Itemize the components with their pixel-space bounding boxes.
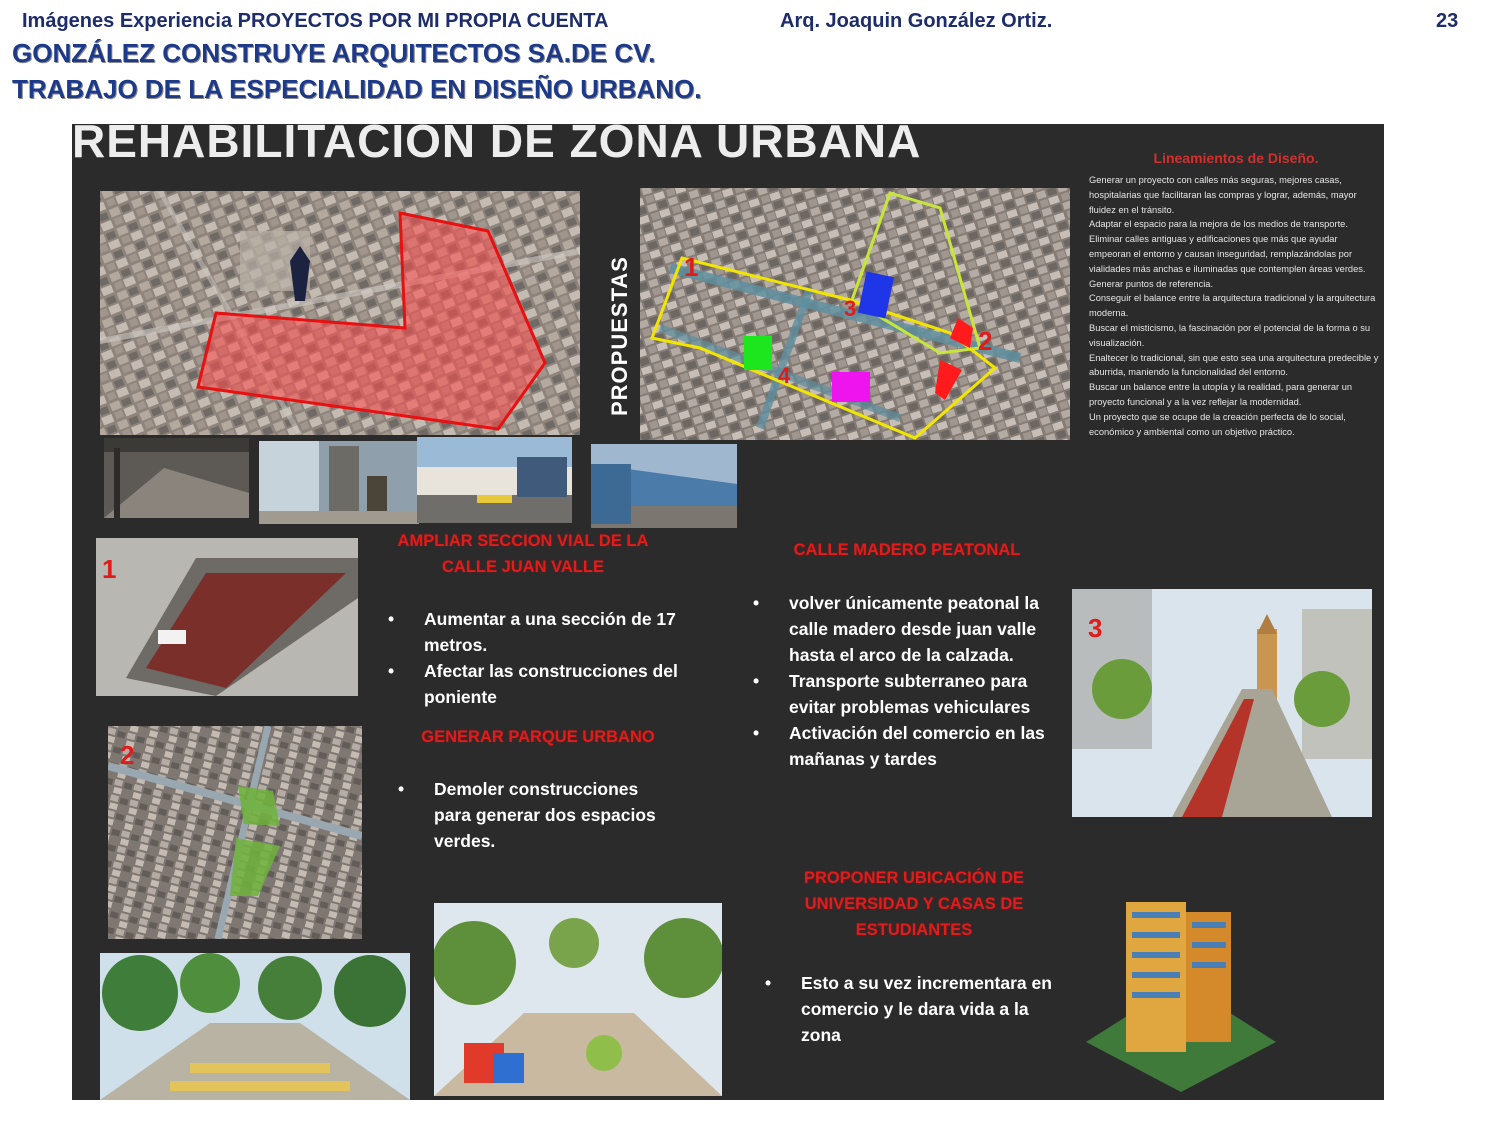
company-subtitle: TRABAJO DE LA ESPECIALIDAD EN DISEÑO URBANO. bbox=[12, 74, 702, 104]
lineamiento-item: Generar puntos de referencia. bbox=[1089, 278, 1214, 289]
company-name: GONZÁLEZ CONSTRUYE ARQUITECTOS SA.DE CV. bbox=[12, 38, 656, 68]
poster-board bbox=[72, 124, 1384, 1100]
green-block bbox=[744, 336, 772, 370]
section-2-bullets bbox=[398, 776, 678, 854]
propuestas-text: PROPUESTAS bbox=[607, 256, 632, 416]
render-number-1: 1 bbox=[102, 554, 117, 584]
section-2-heading: GENERAR PARQUE URBANO bbox=[421, 728, 655, 746]
render-pedestrian-street bbox=[1072, 589, 1372, 817]
street-photo-1 bbox=[104, 438, 249, 518]
document-title: Imágenes Experiencia PROYECTOS POR MI PROPIA CUENTA bbox=[22, 10, 609, 32]
author-name: Arq. Joaquin González Ortiz. bbox=[780, 10, 1053, 32]
lineamiento-item: Eliminar calles antiguas y edificaciones que más que ayudar empeoran el entorno y causan inseguridad, remplazándolas por vialidades más anchas e iluminadas que contemplen áreas verdes. bbox=[1089, 234, 1366, 274]
map-label-3: 3 bbox=[844, 296, 857, 321]
bullet-item: • Afectar las construcciones del poniente bbox=[388, 658, 678, 710]
board-title: REHABILITACION DE ZONA URBANA bbox=[72, 124, 922, 167]
bullet-item: • Aumentar a una sección de 17 metros. bbox=[388, 606, 678, 658]
render-urban-park-map bbox=[108, 726, 362, 939]
street-photo-4 bbox=[591, 444, 737, 528]
render-university-building bbox=[1086, 882, 1276, 1092]
magenta-block bbox=[832, 372, 870, 402]
lineamientos-list bbox=[1089, 173, 1379, 439]
render-park-walkway bbox=[100, 953, 410, 1100]
aerial-map-proposals bbox=[640, 188, 1070, 440]
section-3-bullets bbox=[753, 590, 1059, 772]
render-street-widening bbox=[96, 538, 358, 696]
street-photo-3 bbox=[417, 437, 572, 523]
bullet-item: • Activación del comercio en las mañanas y tardes bbox=[753, 720, 1059, 772]
bullet-item: • volver únicamente peatonal la calle madero desde juan valle hasta el arco de la calzada. bbox=[753, 590, 1059, 668]
section-4-bullets bbox=[765, 970, 1065, 1048]
lineamiento-item: Enaltecer lo tradicional, sin que esto sea una arquitectura predecible y aburrida, maniendo la funcionalidad del entorno. bbox=[1089, 352, 1379, 378]
lineamiento-item: Adaptar el espacio para la mejora de los medios de transporte. bbox=[1089, 219, 1348, 230]
lineamiento-item: Generar un proyecto con calles más seguras, mejores casas, hospitalarias que facilitaran las compras y lograr, además, mayor fluidez en el tránsito. bbox=[1089, 175, 1357, 215]
map-label-1: 1 bbox=[684, 252, 699, 282]
lineamientos-title: Lineamientos de Diseño. bbox=[1153, 150, 1319, 166]
render-number-2: 2 bbox=[120, 740, 135, 770]
page-number: 23 bbox=[1436, 10, 1459, 32]
bullet-item: • Transporte subterraneo para evitar problemas vehiculares bbox=[753, 668, 1059, 720]
bullet-item: • Demoler construcciones para generar dos espacios verdes. bbox=[398, 776, 678, 854]
lineamiento-item: Un proyecto que se ocupe de la creación perfecta de lo social, económico y ambiental como un objetivo práctico. bbox=[1089, 411, 1346, 437]
section-1-bullets bbox=[388, 606, 678, 710]
section-1-heading: AMPLIAR SECCION VIAL DE LA CALLE JUAN VALLE bbox=[397, 532, 649, 576]
lineamiento-item: Conseguir el balance entre la arquitectura tradicional y la arquitectura moderna. bbox=[1089, 293, 1376, 319]
street-photo-2 bbox=[259, 441, 419, 524]
lineamiento-item: Buscar el misticismo, la fascinación por el potencial de la forma o su visualización. bbox=[1089, 322, 1371, 348]
render-number-3: 3 bbox=[1088, 613, 1103, 643]
section-3-heading: CALLE MADERO PEATONAL bbox=[793, 541, 1021, 559]
render-playground bbox=[434, 903, 722, 1096]
map-label-2: 2 bbox=[978, 326, 993, 356]
map-label-4: 4 bbox=[778, 363, 791, 388]
aerial-map-zone bbox=[100, 191, 580, 435]
lineamiento-item: Buscar un balance entre la utopía y la realidad, para generar un proyecto funcional y a la vez reflejar la modernidad. bbox=[1089, 382, 1353, 407]
section-4-heading: PROPONER UBICACIÓN DE UNIVERSIDAD Y CASAS DE ESTUDIANTES bbox=[803, 869, 1025, 939]
bullet-item: • Esto a su vez incrementara en comercio y le dara vida a la zona bbox=[765, 970, 1065, 1048]
